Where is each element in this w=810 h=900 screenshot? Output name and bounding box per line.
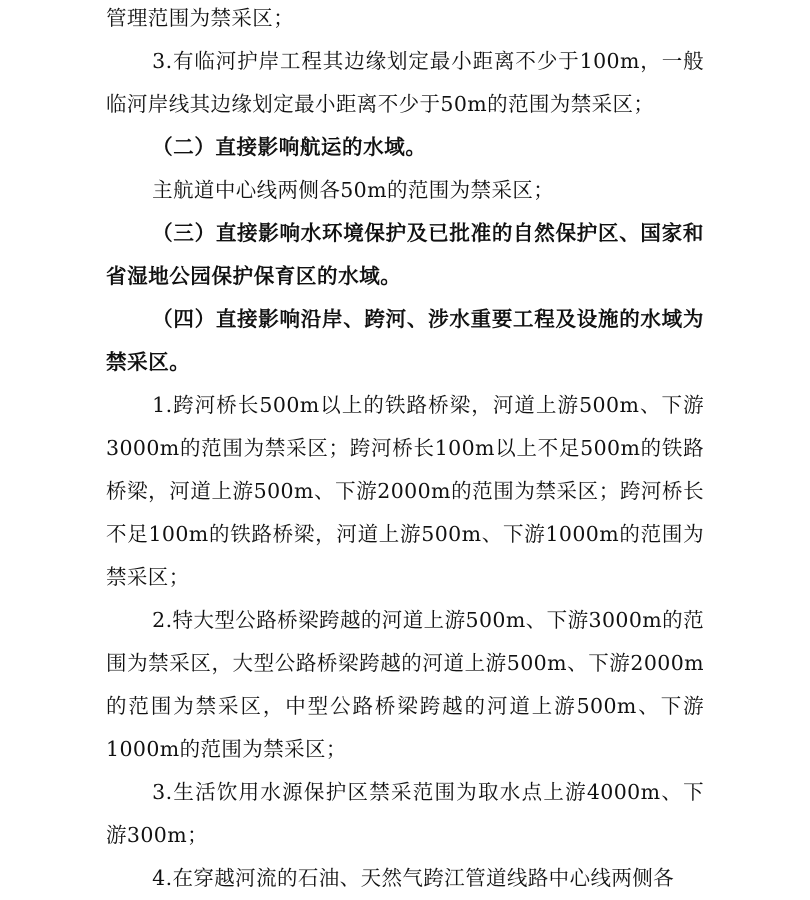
section-heading-3: （三）直接影响水环境保护及已批准的自然保护区、国家和省湿地公园保护保育区的水域。 — [106, 221, 704, 288]
paragraph-item-3-water-source: 3.生活饮用水源保护区禁采范围为取水点上游4000m、下游300m； — [106, 780, 704, 847]
paragraph-channel: 主航道中心线两侧各50m的范围为禁采区； — [152, 178, 555, 202]
paragraph-item-1-railway: 1.跨河桥长500m以上的铁路桥梁，河道上游500m、下游3000m的范围为禁采区；跨河桥长100m以上不足500m的铁路桥梁，河道上游500m、下游2000m的范围为禁采区；跨河桥长不足100m的铁路桥梁，河道上游500m、下游1000m的范围为禁采区； — [106, 393, 704, 589]
paragraph-item-4-pipeline: 4.在穿越河流的石油、天然气跨江管道线路中心线两侧各 — [152, 866, 675, 890]
paragraph-item-3-revetment: 3.有临河护岸工程其边缘划定最小距离不少于100m，一般临河岸线其边缘划定最小距离不少于50m的范围为禁采区； — [106, 49, 704, 116]
paragraph-item-2-highway: 2.特大型公路桥梁跨越的河道上游500m、下游3000m的范围为禁采区，大型公路桥梁跨越的河道上游500m、下游2000m的范围为禁采区，中型公路桥梁跨越的河道上游500m、下游1000m的范围为禁采区； — [106, 608, 704, 761]
paragraph-continuation: 管理范围为禁采区； — [106, 6, 295, 30]
section-heading-2: （二）直接影响航运的水域。 — [152, 135, 427, 159]
section-heading-4: （四）直接影响沿岸、跨河、涉水重要工程及设施的水域为禁采区。 — [106, 307, 704, 374]
